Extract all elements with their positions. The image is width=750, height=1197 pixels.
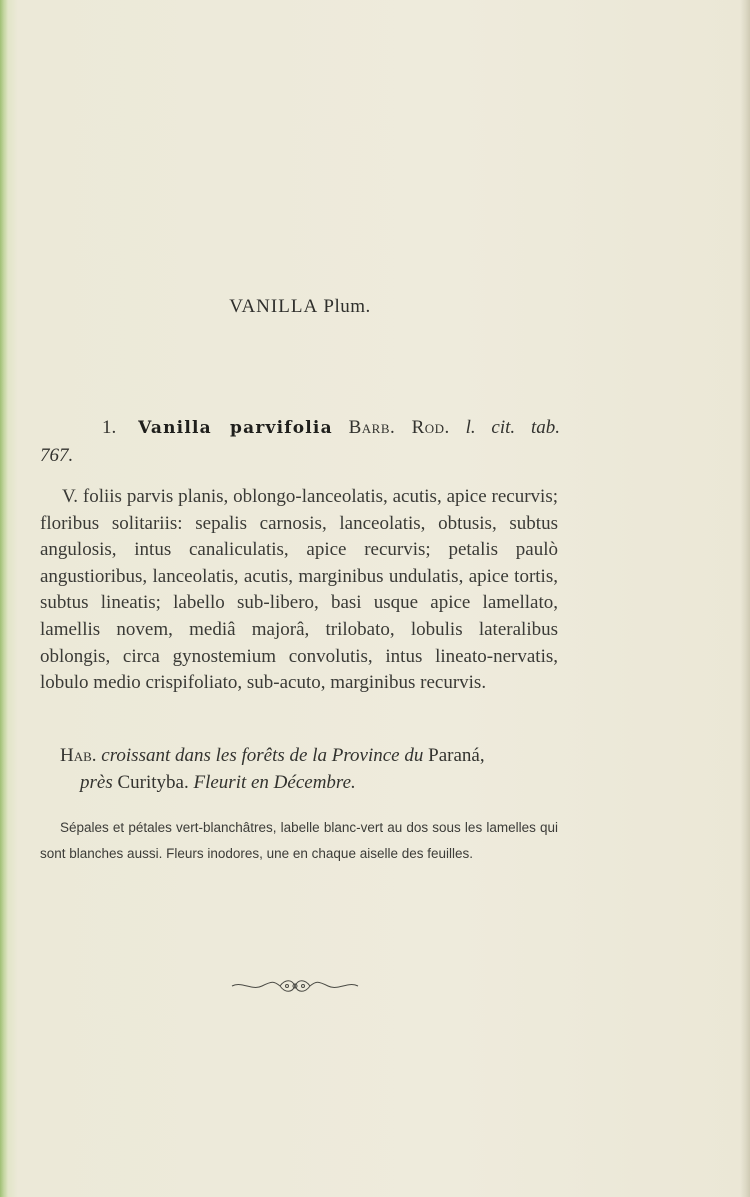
species-entry-line [40, 414, 560, 442]
habitat-paragraph [60, 742, 556, 796]
habitat-place-2: Curityba. [117, 772, 189, 793]
genus-heading [0, 296, 600, 318]
habitat-place-1: Paraná, [428, 745, 485, 766]
species-citation: l. cit. tab. [465, 417, 560, 438]
page-right-edge [740, 0, 750, 1197]
habitat-line-2 [60, 769, 556, 796]
habitat-text-1: croissant dans les forêts de la Province du [101, 745, 424, 766]
latin-description [40, 484, 558, 697]
habitat-line-1 [60, 742, 556, 769]
habitat-label: Hab. [60, 745, 97, 766]
species-author: Barb. Rod. [348, 417, 450, 438]
french-note [40, 815, 558, 867]
ornament-divider-icon [230, 975, 360, 997]
species-entry [40, 414, 560, 470]
genus-name: VANILLA [229, 296, 319, 317]
species-number: 1. [102, 417, 117, 438]
note-text: Sépales et pétales vert-blanchâtres, labelle blanc-vert au dos sous les lamelles qui sont blanches aussi. Fleurs inodores, une en chaque aiselle des feuilles. [40, 820, 558, 861]
genus-author: Plum. [323, 296, 371, 317]
habitat-text-3: Fleurit en Décembre. [193, 772, 356, 793]
page-left-edge [0, 0, 8, 1197]
description-text: V. foliis parvis planis, oblongo-lanceolatis, acutis, apice recurvis; floribus solitariis: sepalis carnosis, lanceolatis, obtusis, subtus angulosis, intus canaliculatis, apice recurvis; petalis paulò angustioribus, lanceolatis, acutis, marginibus undulatis, apice tortis, subtus lineatis; labello sub-libero, basi usque apice lamellato, lamellis novem, mediâ majorâ, trilobato, lobulis lateralibus oblongis, circa gynostemium convolutis, intus lineato-nervatis, lobulo medio crispifoliato, sub-acuto, marginibus recurvis. [40, 486, 558, 694]
habitat-text-2: près [80, 772, 113, 793]
species-name: Vanilla parvifolia [138, 418, 333, 438]
species-plate: 767. [40, 445, 74, 466]
